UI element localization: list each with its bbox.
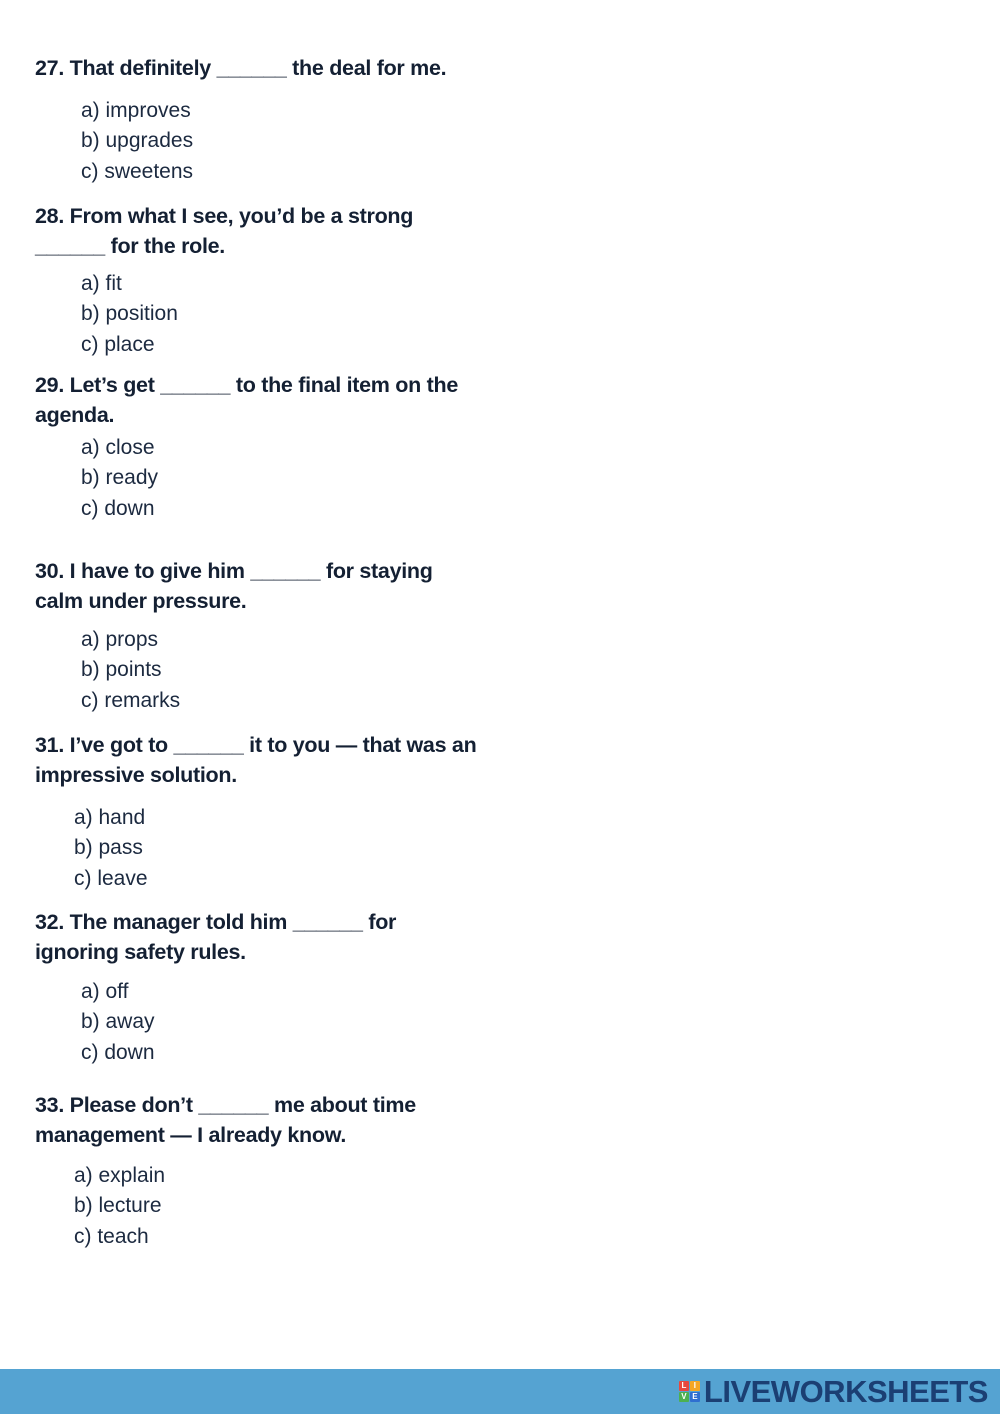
option-28-c[interactable]: c) place: [81, 332, 155, 356]
option-27-b[interactable]: b) upgrades: [81, 129, 194, 153]
option-32-c[interactable]: c) down: [81, 1040, 155, 1064]
option-29-a[interactable]: a) close: [81, 436, 155, 459]
options-27: [81, 96, 193, 187]
option-29-c[interactable]: c) down: [81, 496, 155, 520]
question-33: 33. Please don’t ______ me about time management — I already know.: [35, 1093, 416, 1147]
option-32-b[interactable]: b) away: [81, 1010, 155, 1034]
options-28: [81, 269, 178, 360]
option-31-b[interactable]: b) pass: [74, 836, 143, 860]
options-29: [81, 433, 158, 524]
question-28: 28. From what I see, you’d be a strong ______ for the role.: [35, 204, 414, 258]
option-27-c[interactable]: c) sweetens: [81, 159, 194, 183]
options-32: [81, 977, 155, 1068]
liveworksheets-logo[interactable]: [679, 1375, 988, 1408]
option-33-c[interactable]: c) teach: [74, 1224, 149, 1248]
option-33-b[interactable]: b) lecture: [74, 1194, 162, 1218]
question-29: 29. Let’s get ______ to the final item on the agenda.: [35, 373, 458, 427]
option-30-c[interactable]: c) remarks: [81, 688, 181, 712]
option-28-a[interactable]: a) fit: [81, 272, 122, 295]
options-30: [81, 625, 180, 716]
logo-tile-v: V: [679, 1392, 689, 1402]
logo-tiles-icon: [679, 1381, 700, 1402]
question-27: 27. That definitely ______ the deal for me.: [35, 56, 447, 80]
options-31: [74, 803, 148, 894]
question-32: 32. The manager told him ______ for ignoring safety rules.: [35, 910, 397, 964]
option-27-a[interactable]: a) improves: [81, 99, 191, 122]
logo-tile-e: E: [690, 1392, 700, 1402]
question-30: 30. I have to give him ______ for staying calm under pressure.: [35, 559, 433, 613]
option-33-a[interactable]: a) explain: [74, 1164, 166, 1187]
option-30-b[interactable]: b) points: [81, 658, 162, 682]
logo-tile-l: L: [679, 1381, 689, 1391]
option-31-c[interactable]: c) leave: [74, 866, 148, 890]
logo-tile-i: I: [690, 1381, 700, 1391]
footer-bar: [0, 1369, 1000, 1414]
option-32-a[interactable]: a) off: [81, 980, 129, 1003]
option-28-b[interactable]: b) position: [81, 302, 178, 326]
option-30-a[interactable]: a) props: [81, 628, 159, 651]
question-31: 31. I’ve got to ______ it to you — that was an impressive solution.: [35, 733, 477, 787]
option-29-b[interactable]: b) ready: [81, 466, 159, 490]
logo-text: LIVEWORKSHEETS: [703, 1374, 988, 1409]
option-31-a[interactable]: a) hand: [74, 806, 146, 829]
options-33: [74, 1161, 165, 1252]
